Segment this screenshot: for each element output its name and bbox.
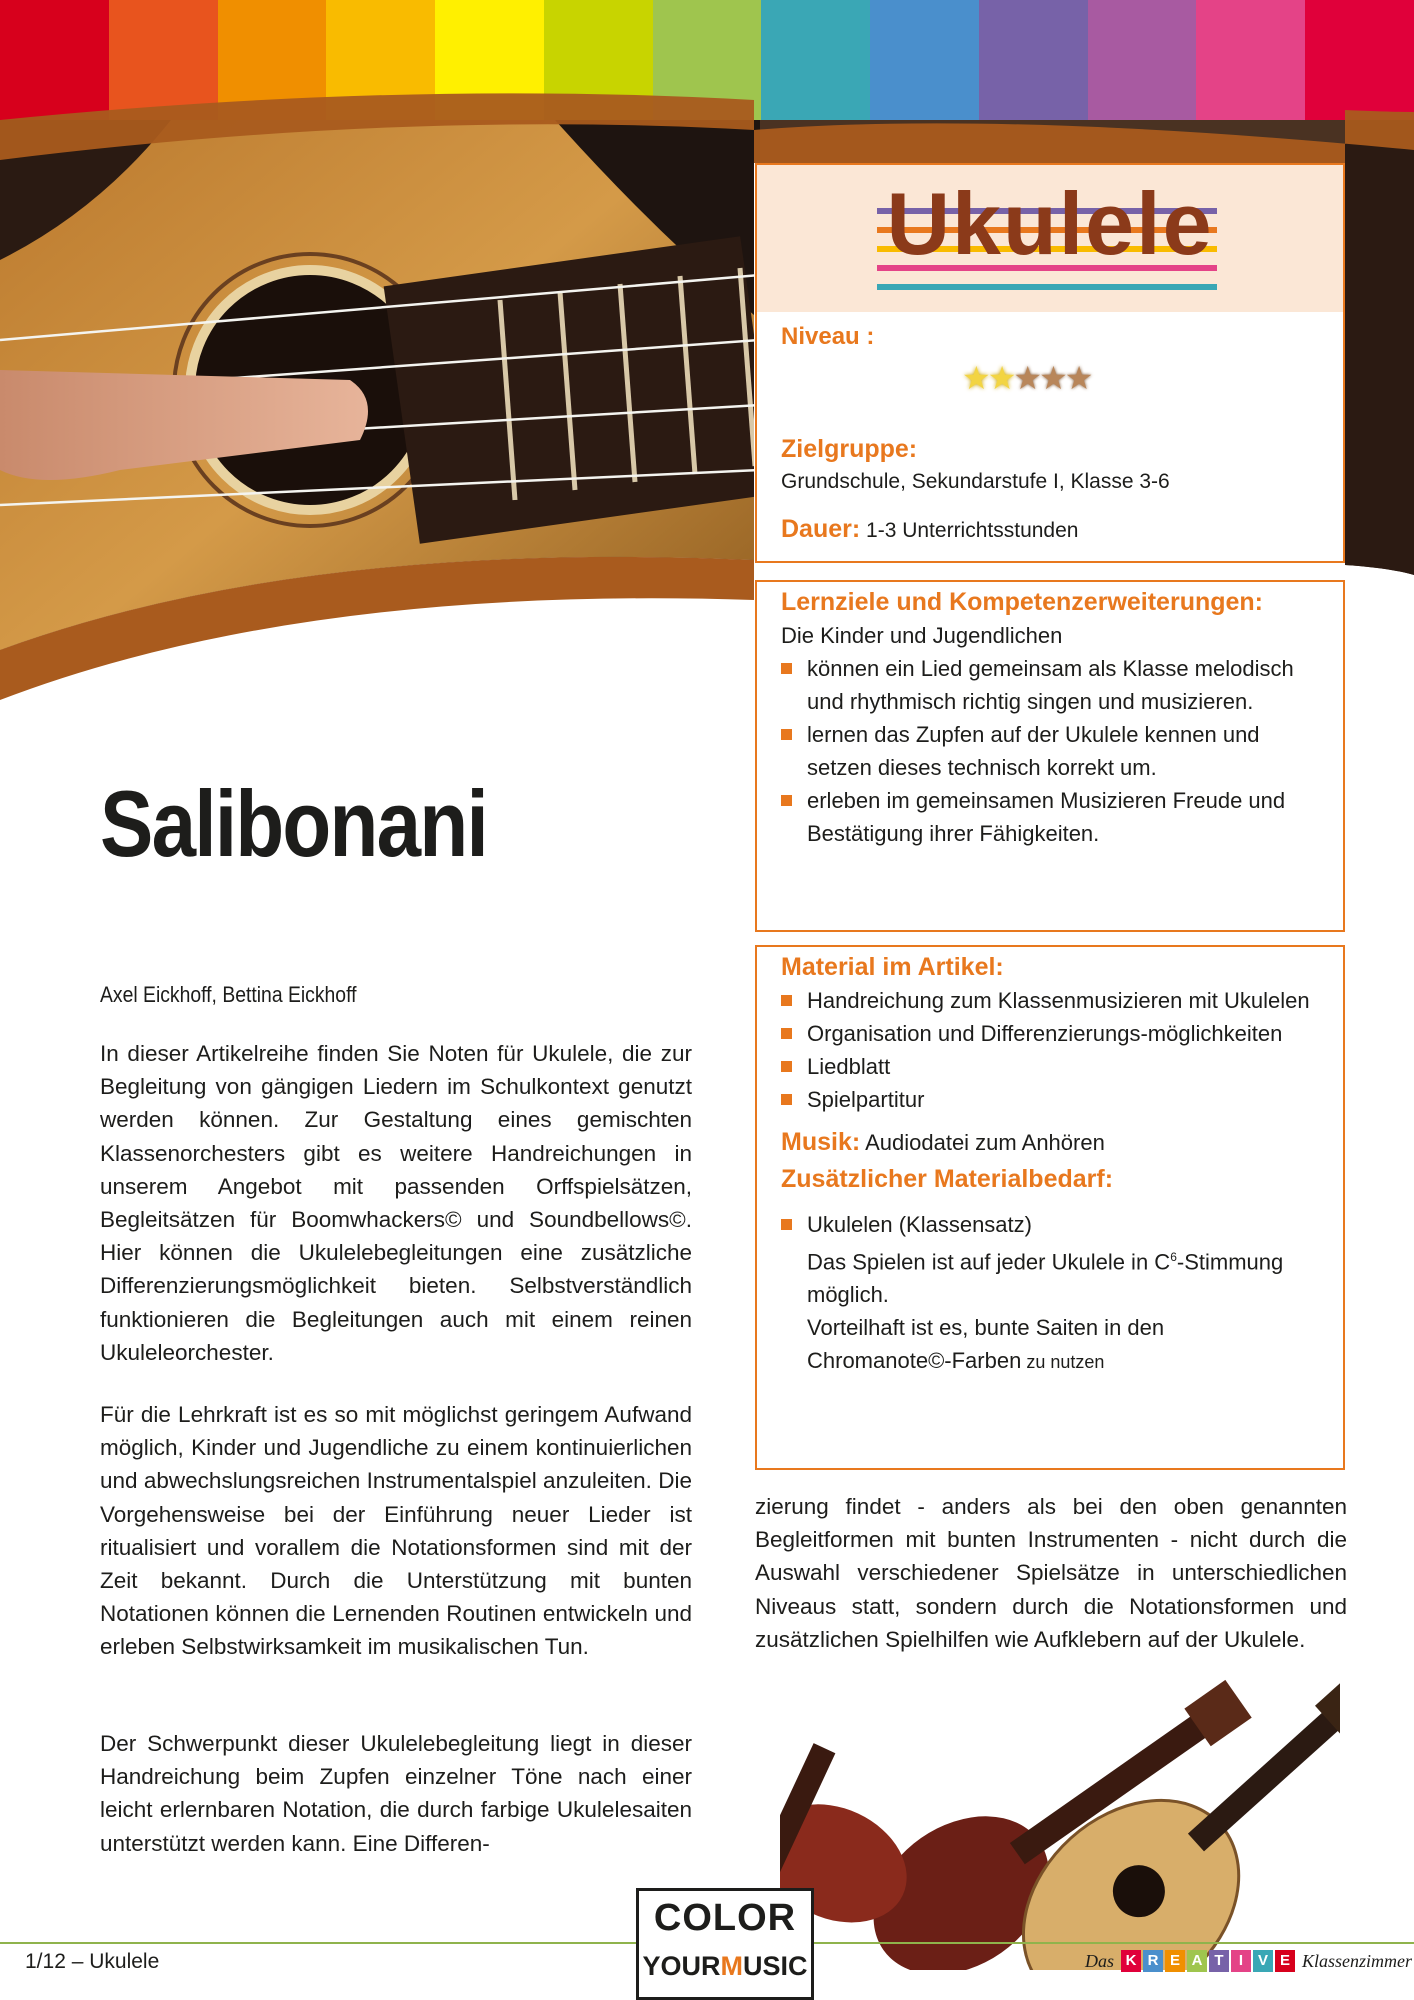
ks-letters [1120,1950,1296,1972]
dauer-line [781,515,1078,544]
star-icon: ★ [1013,359,1040,397]
page-title: Salibonani [100,771,487,876]
ks-letter: I [1231,1950,1251,1972]
list-item: können ein Lied gemeinsam als Klasse melodisch und rhythmisch richtig singen und musizieren. [781,652,1323,718]
page-number: 1/12 – Ukulele [25,1950,160,1973]
zielgruppe-value: Grundschule, Sekundarstufe I, Klasse 3-6 [781,470,1170,493]
niveau-label: Niveau : [781,323,875,350]
ks-letter: E [1165,1950,1185,1972]
material-title: Material im Artikel: [781,953,1004,981]
ukuleles-illustration [780,1670,1340,1970]
ks-letter: T [1209,1950,1229,1972]
ks-letter: A [1187,1950,1207,1972]
ks-letter: V [1253,1950,1273,1972]
ks-letter: E [1275,1950,1295,1972]
star-icon: ★ [962,359,988,397]
logo-line-2b: M [720,1951,743,1981]
list-item: erleben im gemeinsamen Musizieren Freude und Bestätigung ihrer Fähigkeiten. [781,784,1323,850]
lernziele-box [755,580,1345,932]
color-your-music-logo [636,1888,814,2000]
info-header-box [755,163,1345,563]
authors: Axel Eickhoff, Bettina Eickhoff [100,982,357,1007]
star-icon: ★ [1039,359,1065,397]
zusatz-item-3: Vorteilhaft ist es, bunte Saiten in den [807,1315,1165,1341]
zusatz-item-4a: Chromanote©-Farben [807,1348,1022,1374]
musik-label: Musik: [781,1128,861,1156]
list-item: Liedblatt [781,1050,1323,1083]
ks-letter: R [1143,1950,1163,1972]
list-item: lernen das Zupfen auf der Ukulele kennen und setzen dieses technisch korrekt um. [781,718,1323,784]
list-item: Organisation und Differenzierungs-möglichkeiten [781,1017,1323,1050]
logo-line-2a: YOUR [642,1951,721,1981]
list-item: Spielpartitur [781,1083,1323,1116]
zielgruppe-label: Zielgruppe: [781,435,918,463]
zusatz-item-2sup: 6 [1170,1250,1177,1264]
musik-value: Audiodatei zum Anhören [865,1130,1105,1155]
ks-suffix: Klassenzimmer [1302,1950,1413,1971]
musik-line [781,1126,1323,1159]
niveau-stars [962,359,1090,397]
zusatz-item-4b: zu nutzen [1021,1352,1105,1373]
paragraph-3: Der Schwerpunkt dieser Ukulelebegleitung liegt in dieser Handreichung beim Zupfen einzelner Töne nach einer leicht erlernbaren Notation, die durch farbige Ukulelesaiten unterstützt werden kann. Eine Differen- [100,1731,692,1856]
ukulele-title: Ukulele [886,174,1214,273]
material-list [781,984,1323,1116]
star-icon: ★ [987,359,1014,397]
kreative-klassenzimmer-logo [1085,1950,1412,1972]
list-item: Handreichung zum Klassenmusizieren mit Ukulelen [781,984,1323,1017]
zusatz-title: Zusätzlicher Materialbedarf: [781,1165,1114,1193]
zusatz-item-2a: Das Spielen ist auf jeder Ukulele in C [807,1249,1171,1275]
lernziele-intro: Die Kinder und Jugendlichen [781,623,1063,648]
dauer-value: 1-3 Unterrichtsstunden [866,519,1079,542]
paragraph-2: Für die Lehrkraft ist es so mit möglichst geringem Aufwand möglich, Kinder und Jugendliche zu einem kontinuierlichen und abwechslungsreichen Instrumentalspiel anzuleiten. Die Vorgehensweise bei der Einführung neuer Lieder ist ritualisiert und vorallem die Notationsformen sind mit der Zeit bekannt. Durch die Unterstützung mit bunten Notationen können die Lernenden Routinen entwickeln und erleben Selbstwirksamkeit im musikalischen Tun. [100,1402,692,1660]
ukulele-banner [757,165,1343,312]
paragraph-4: zierung findet - anders als bei den oben genannten Begleitformen mit bunten Instrumenten - nicht durch die Auswahl verschiedener Spielsätze in unterschiedlichen Niveaus statt, sondern durch die Notationsformen und zusätzlichen Spielhilfen wie Aufklebern auf der Ukulele. [755,1494,1347,1652]
lernziele-list [781,652,1323,850]
logo-line-2c: USIC [743,1951,808,1981]
star-icon: ★ [1064,359,1091,397]
logo-line-1: COLOR [653,1897,797,1939]
ks-prefix: Das [1085,1950,1115,1971]
ks-letter: K [1121,1950,1141,1972]
list-item [781,1208,1323,1379]
zusatz-item-2b: -Stimmung möglich. [807,1249,1284,1308]
logo-line-2 [639,1951,811,1982]
zusatz-item-1: Ukulelen (Klassensatz) [807,1212,1032,1237]
paragraph-1: In dieser Artikelreihe finden Sie Noten für Ukulele, die zur Begleitung von gängigen Liedern im Schulkontext genutzt werden können. Zur Gestaltung eines gemischten Klassenorchesters gibt es weitere Handreichungen in unserem Angebot mit passenden Orffspielsätzen, Begleitsätzen für Boomwhackers© und Soundbellows©. Hier können die Ukulelebegleitungen eine zusätzliche Differenzierungsmöglichkeit bieten. Selbstverständlich funktionieren die Begleitungen auch mit einem reinen Ukuleleorchester. [100,1041,692,1365]
lernziele-title: Lernziele und Kompetenzerweiterungen: [781,588,1264,616]
material-box [755,945,1345,1470]
zusatz-list [781,1208,1323,1379]
dauer-label: Dauer: [781,515,861,543]
